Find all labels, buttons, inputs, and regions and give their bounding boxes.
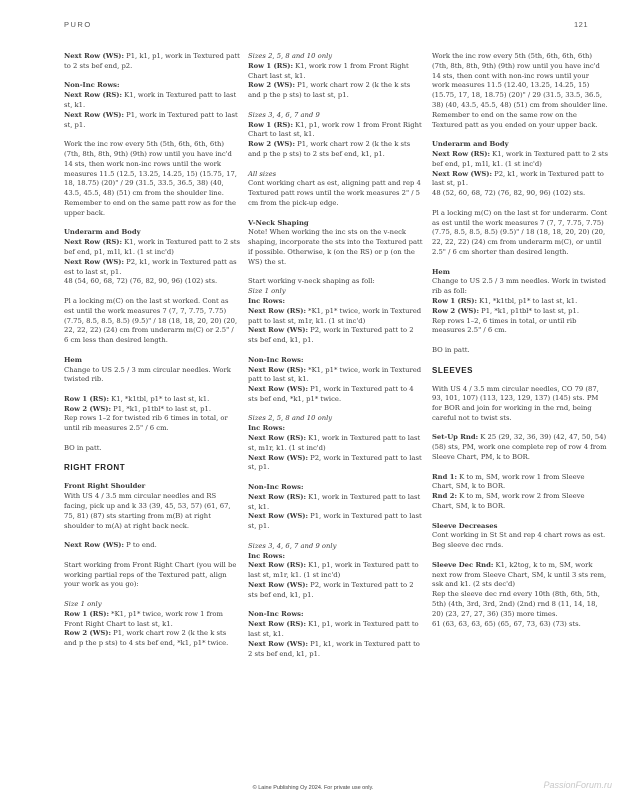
instruction-text: K1, work in Textured patt to 2 sts bef end, p1, m1l, k1. (1 st inc'd) [64,238,241,256]
instruction-text: K 25 (29, 32, 36, 39) (42, 47, 50, 54) (58) sts, PM, work one complete rep of row 4 from Sleeve Chart, PM, k to BOR. [432,433,607,462]
instruction-text: K1, p1, work row 1 from Front Right Chart to last st, k1. [248,120,422,139]
text-block [432,522,608,551]
instruction-text: *K1, p1* twice, work in Textured patt to last st, k1. [248,365,422,384]
page-number: 121 [573,20,588,29]
instruction-label: V-Neck Shaping [248,218,309,227]
text-block [248,111,424,160]
body-text: Rep the sleeve dec rnd every 10th (8th, 6th, 5th, 5th) (4th, 3rd, 3rd, 2nd) (2nd) rnd 8 (11, 14, 18, 20) (23, 27, 27, 36) (35) more times. [432,590,600,618]
size-label: Size 1 only [64,600,102,609]
instruction-label: Hem [432,267,450,276]
text-block [248,356,424,405]
size-label: Sizes 3, 4, 6, 7 and 9 [248,110,320,119]
instruction-label: Next Row (WS): [432,169,492,178]
instruction-label: Underarm and Body [432,140,509,149]
instruction-label: Set-Up Rnd: [432,433,479,442]
text-block [64,482,240,531]
instruction-label: Next Row (RS): [248,620,306,629]
instruction-text: P2, work in Textured patt to 2 sts bef end, k1, p1. [248,326,414,345]
instruction-text: P1, work chart row 2 (k the k sts and p the p sts) to 4 sts bef end, *k1, p1* twice. [64,629,229,648]
text-block [248,542,424,601]
instruction-label: Next Row (RS): [64,238,122,247]
instruction-label: Inc Rows: [248,551,285,560]
instruction-text: K1, *k1tbl, p1* to last st, k1. [479,296,578,305]
body-text: 48 (52, 60, 68, 72) (76, 82, 90, 96) (102) sts. [432,189,586,198]
instruction-label: Next Row (WS): [64,257,124,266]
instruction-label: Front Right Shoulder [64,482,146,491]
text-block [248,277,424,346]
instruction-label: Next Row (WS): [64,541,124,550]
text-block [432,473,608,512]
instruction-text: P1, work in Textured patt to last st, p1. [64,110,238,129]
instruction-label: Row 2 (WS): [64,629,111,638]
body-text: Work the inc row every 5th (5th, 6th, 6th, 6th) (7th, 8th, 8th, 9th) (9th) row until you have inc'd 14 sts, then work non-inc rows until the work measures 11.5 (12.5, 13.25, 14.25, 15) (15.75, 17, 18, 18.75) (20)" / 29 (31.5, 33.5, 36.5, 38) (40, 43.5, 45.5, 48) (51) cm from the shoulder line. Remember to end on the same patt row as for the upper back. [64,140,237,217]
instruction-text: *K1, p1* twice, work row 1 from Front Right Chart to last st, k1. [64,609,223,628]
size-label: Size 1 only [248,287,286,296]
instruction-text: P to end. [126,541,157,550]
text-block [432,209,608,258]
instruction-label: Hem [64,355,82,364]
copyright-footer: © Laine Publishing Oy 2024. For private use only. [252,785,374,791]
instruction-text: P2, k1, work in Textured patt as est to last st, p1. [64,257,237,276]
text-block [248,52,424,101]
body-text: Note! When working the inc sts on the v-neck shaping, incorporate the sts into the Textured patt if possible. Otherwise, k (on the RS) or p (on the WS) the st. [248,228,423,266]
text-block [248,610,424,659]
instruction-text: P1, work in Textured patt to 4 sts bef end, *k1, p1* twice. [248,385,414,403]
instruction-label: Row 2 (WS): [432,306,479,315]
instruction-text: P1, *k1, p1tbl* to last st, p1. [481,306,579,315]
text-column-left [64,52,240,659]
instruction-label: Next Row (RS): [432,149,490,158]
body-text: Change to US 2.5 / 3 mm needles. Work in twisted rib as foll: [432,277,606,296]
instruction-label: Inc Rows: [248,424,285,433]
instruction-text: P1, work in Textured patt to last st, p1. [248,512,422,531]
running-title: PURO [64,20,92,29]
instruction-text: P1, *k1, p1tbl* to last st, p1. [113,404,211,413]
size-label: Sizes 3, 4, 6, 7 and 9 only [248,541,337,550]
instruction-text: K to m, SM, work row 2 from Sleeve Chart, SM, k to BOR. [432,492,585,511]
text-block [248,483,424,532]
text-block [64,297,240,346]
instruction-label: Next Row (RS): [248,306,306,315]
instruction-text: K1, work in Textured patt to last st, k1. [64,91,237,109]
text-block [64,228,240,287]
body-text: BO in patt. [64,443,102,452]
text-block [248,414,424,473]
body-text: Cont working chart as est, aligning patt and rep 4 Textured patt rows until the work measures 2" / 5 cm from the pick-up edge. [248,179,421,207]
size-label: All sizes [248,169,277,178]
instruction-text: K1, work row 1 from Front Right Chart last st, k1. [248,61,409,80]
text-block [432,561,608,630]
body-text: Rep rows 1–2, 6 times in total, or until rib measures 2.5" / 6 cm. [432,316,577,335]
instruction-label: Row 1 (RS): [432,296,477,305]
page-header [0,20,626,32]
instruction-label: Next Row (WS): [248,512,308,521]
text-block [432,433,608,462]
site-watermark: PassionForum.ru [543,780,612,790]
instruction-text: P1, work chart row 2 (k the k sts and p the p sts) to last st, p1. [248,81,411,100]
text-block [64,444,240,454]
instruction-label: Next Row (WS): [64,110,124,119]
text-block [64,81,240,130]
instruction-label: Next Row (WS): [248,326,308,335]
instruction-label: Rnd 1: [432,472,457,481]
text-block [248,170,424,209]
text-block [432,140,608,199]
text-column-right [432,52,608,639]
instruction-label: Underarm and Body [64,228,141,237]
instruction-text: P2, work in Textured patt to last st, p1. [248,453,422,472]
instruction-label: Row 1 (RS): [248,61,293,70]
instruction-label: Next Row (RS): [248,365,306,374]
text-block [64,600,240,649]
body-text: Start working from Front Right Chart (you will be working partial reps of the Textured patt, align your work as you go): [64,560,237,589]
body-text: With US 4 / 3.5 mm circular needles, CO 79 (87, 93, 101, 107) (113, 123, 129, 137) (145) sts. PM for BOR and join for working in the rnd, being careful not to twist sts. [432,384,599,422]
instruction-text: K1, work in Textured patt to 2 sts bef end, p1, m1l, k1. (1 st inc'd) [432,149,609,168]
section-heading: SLEEVES [432,365,474,375]
text-block [432,346,608,356]
body-text: 61 (63, 63, 63, 65) (65, 67, 73, 63) (73) sts. [432,619,581,628]
instruction-label: Row 1 (RS): [248,120,293,129]
instruction-label: Next Row (RS): [248,561,306,570]
instruction-label: Row 1 (RS): [64,394,109,403]
instruction-text: K1, p1, work in Textured patt to last st, k1. [248,620,419,639]
size-label: Sizes 2, 5, 8 and 10 only [248,414,333,423]
size-label: Sizes 2, 5, 8 and 10 only [248,52,333,60]
text-block [64,561,240,590]
instruction-text: K1, *k1tbl, p1* to last st, k1. [111,394,210,403]
instruction-label: Next Row (WS): [248,453,308,462]
body-text: BO in patt. [432,345,470,354]
body-text: With US 4 / 3.5 mm circular needles and RS facing, pick up and k 33 (39, 45, 53, 57) (61, 67, 75, 81) (87) sts starting from m(B) at right shoulder to m(A) at right back neck. [64,492,231,530]
body-text: Start working v-neck shaping as foll: [248,277,375,286]
text-block [248,219,424,268]
instruction-text: K1, work in Textured patt to last st, k1. [248,492,421,511]
section-heading: RIGHT FRONT [64,463,126,473]
text-block [432,268,608,337]
instruction-text: *K1, p1* twice, work in Textured patt to last st, m1r, k1. (1 st inc'd) [248,306,422,325]
instruction-text: P1, k1, work in Textured patt to 2 sts bef end, k1, p1. [248,639,420,658]
body-text: Work the inc row every 5th (5th, 6th, 6th, 6th) (7th, 8th, 8th, 9th) (9th) row until you have inc'd 14 sts, then cont with non-inc rows until your work measures 11.5 (12.40, 13.25, 14.25, 15) (15.75, 17, 18, 18.75) (20)" / 29 (31.5, 33.5, 36.5, 38) (40, 43.5, 45.5, 48) (51) cm from shoulder line. Remember to end on the same row on the Textured patt as you ended on your upper back. [432,52,608,129]
instruction-label: Non-Inc Rows: [248,355,304,364]
body-text: Cont working in St St and rep 4 chart rows as est. Beg sleeve dec rnds. [432,531,606,550]
instruction-label: Next Row (RS): [248,434,306,443]
body-text: 48 (54, 60, 68, 72) (76, 82, 90, 96) (102) sts. [64,277,218,286]
instruction-text: K1, k2tog, k to m, SM, work next row from Sleeve Chart, SM, k until 3 sts rem, ssk and k1. (2 sts dec'd) [432,560,607,589]
instruction-label: Row 2 (WS): [248,81,295,90]
text-block [64,356,240,385]
body-text: Pl a locking m(C) on the last st worked. Cont as est until the work measures 7 (7, 7, 7.75, 7.75) (7.75, 8.5, 8.5, 8.5) (9.5)" / 18 (18, 18, 20, 20) (20, 22, 22, 22) (24) cm from underarm m(C) or 2.5" / 6 cm less than desired length. [64,296,238,345]
instruction-label: Inc Rows: [248,296,285,305]
instruction-text: P1, work chart row 2 (k the k sts and p the p sts) to 2 sts bef end, k1, p1. [248,140,411,158]
instruction-label: Next Row (RS): [64,91,122,100]
instruction-label: Next Row (WS): [248,385,308,394]
instruction-text: P1, k1, p1, work in Textured patt to 2 sts bef end, p2. [64,52,240,70]
text-block [64,52,240,72]
instruction-text: K1, p1, work in Textured patt to last st, m1r, k1. (1 st inc'd) [248,561,419,580]
instruction-label: Row 2 (WS): [248,140,295,149]
instruction-label: Non-Inc Rows: [64,81,120,90]
instruction-label: Sleeve Dec Rnd: [432,560,494,569]
instruction-label: Non-Inc Rows: [248,483,304,492]
body-text: Change to US 2.5 / 3 mm circular needles. Work twisted rib. [64,365,231,384]
instruction-text: P2, work in Textured patt to 2 sts bef end, k1, p1. [248,581,414,599]
text-block [432,385,608,424]
instruction-label: Next Row (WS): [64,52,124,60]
instruction-label: Row 1 (RS): [64,609,109,618]
text-block [432,52,608,130]
instruction-text: P2, k1, work in Textured patt to last st, p1. [432,169,604,188]
instruction-text: K1, work in Textured patt to last st, m1r, k1. (1 st inc'd) [248,434,421,452]
text-column-middle [248,52,424,669]
instruction-text: K to m, SM, work row 1 from Sleeve Chart, SM, k to BOR. [432,472,585,491]
text-block [64,140,240,218]
text-block [64,395,240,434]
instruction-label: Next Row (WS): [248,581,308,590]
instruction-label: Non-Inc Rows: [248,610,304,619]
instruction-label: Next Row (WS): [248,639,308,648]
instruction-label: Rnd 2: [432,492,457,501]
text-block [64,541,240,551]
instruction-label: Row 2 (WS): [64,404,111,413]
body-text: Pl a locking m(C) on the last st for underarm. Cont as est until the work measures 7 (7, 7, 7.75, 7.75) (7.75, 8.5, 8.5, 8.5) (9.5)" / 18 (18, 18, 20, 20) (20, 22, 22, 22) (24) cm from underarm m(C), or until 2.5" / 6 cm shorter than desired length. [432,208,608,256]
body-text: Rep rows 1–2 for twisted rib 6 times in total, or until rib measures 2.5" / 6 cm. [64,414,228,433]
instruction-label: Next Row (RS): [248,492,306,501]
instruction-label: Sleeve Decreases [432,521,498,530]
